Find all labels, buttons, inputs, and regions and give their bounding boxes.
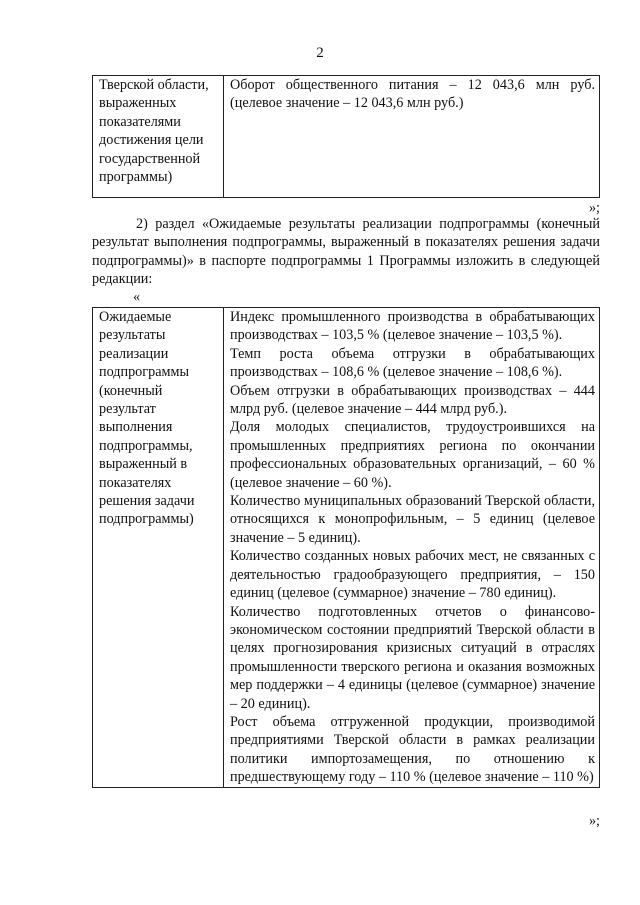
amendment-paragraph: 2) раздел «Ожидаемые результаты реализации подпрограммы (конечный результат выполнения подпрограммы, выраженный в показателях решения задачи подпрограммы)» в паспорте подпрограммы 1 Программы изложить в следующей редакции:	[92, 216, 600, 288]
table-row	[93, 308, 600, 788]
result-item: Количество муниципальных образований Тверской области, относящихся к монопрофильным, – 5 единиц (целевое значение – 5 единиц).	[230, 493, 595, 546]
result-item: Объем отгрузки в обрабатывающих производствах – 444 млрд руб. (целевое значение – 444 млрд руб.).	[230, 382, 595, 418]
page-number: 2	[316, 45, 324, 61]
expected-results-table	[92, 307, 600, 788]
result-item: Индекс промышленного производства в обрабатывающих производствах – 103,5 % (целевое значение – 103,5 %).	[230, 309, 595, 344]
result-item: Темп роста объема отгрузки в обрабатывающих производствах – 108,6 % (целевое значение – 108,6 %).	[230, 345, 595, 381]
result-item: Количество созданных новых рабочих мест, не связанных с деятельностью градообразующего предприятия, – 150 единиц (целевое (суммарное) значение – 780 единиц).	[230, 548, 595, 602]
table-value-cell: Оборот общественного питания – 12 043,6 млн руб. (целевое значение – 12 043,6 млн руб.)	[224, 76, 600, 198]
passport-table-continued	[92, 75, 600, 198]
closing-quote-end: »;	[588, 813, 600, 829]
table-value-cell	[224, 308, 600, 788]
result-item: Доля молодых специалистов, трудоустроившихся на промышленных предприятиях региона по окончании профессиональных образовательных организаций, – 60 % (целевое значение – 60 %).	[230, 419, 595, 491]
table-label-cell: Тверской области, выраженных показателями достижения цели государственной программы)	[93, 76, 224, 198]
result-item: Количество подготовленных отчетов о финансово-экономическом состоянии предприятий Тверской области в целях прогнозирования кризисных ситуаций в отраслях промышленности тверского региона и оказания возможных мер поддержки – 4 единицы (целевое (суммарное) значение – 20 единиц).	[230, 603, 595, 712]
opening-quote: «	[133, 289, 141, 305]
table-label-cell: Ожидаемые результаты реализации подпрограммы (конечный результат выполнения подпрограммы, выраженный в показателях решения задачи подпрограммы)	[93, 308, 224, 788]
closing-quote: »;	[588, 200, 600, 216]
result-item: Рост объема отгруженной продукции, производимой предприятиями Тверской области в рамках реализации политики импортозамещения, по отношению к предшествующему году – 110 % (целевое значение – 110 %)	[230, 713, 595, 786]
table-row	[93, 76, 600, 198]
